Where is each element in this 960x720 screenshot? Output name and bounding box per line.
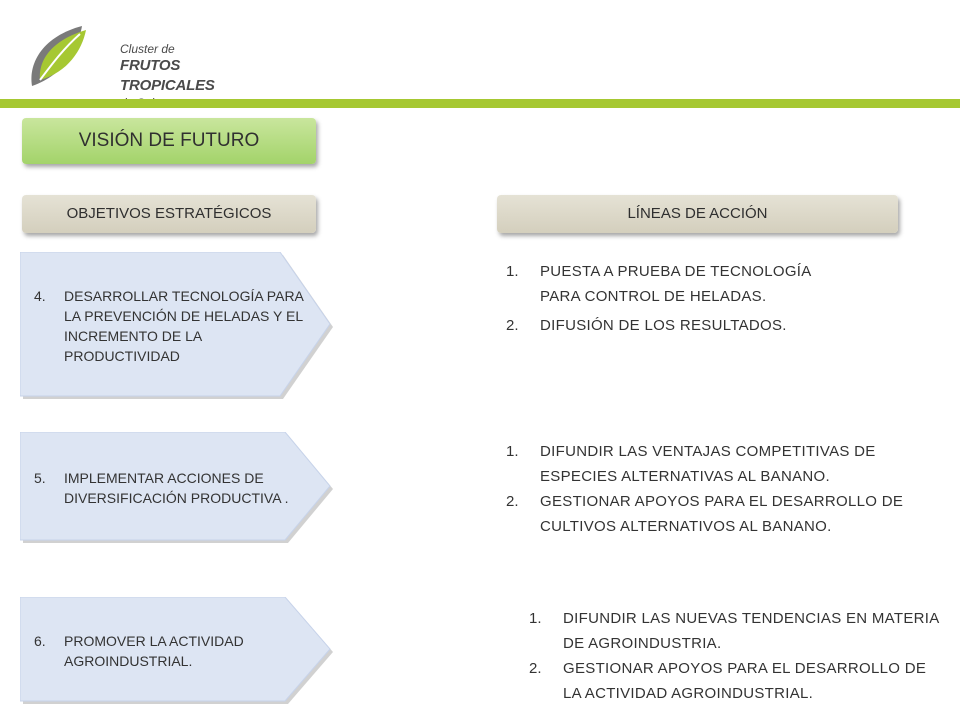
action-text: GESTIONAR APOYOS PARA EL DESARROLLO DE LA ACTIVIDAD AGROINDUSTRIAL. — [563, 660, 927, 702]
action-number: 1. — [529, 610, 542, 627]
action-number: 2. — [529, 660, 542, 677]
action-group-2 — [506, 439, 946, 539]
action-group-3 — [529, 606, 941, 706]
action-lines-header: LÍNEAS DE ACCIÓN — [497, 195, 898, 233]
logo-line-1: Cluster de — [120, 42, 175, 56]
action-item — [529, 656, 941, 706]
action-text: PUESTA A PRUEBA DE TECNOLOGÍA PARA CONTROL DE HELADAS. — [540, 263, 811, 305]
objective-arrow-6 — [20, 597, 336, 705]
action-item — [506, 313, 826, 338]
objective-number: 6. — [34, 633, 46, 649]
action-number: 1. — [506, 443, 519, 460]
cluster-logo — [22, 18, 262, 96]
action-number: 1. — [506, 263, 519, 280]
action-item — [506, 489, 946, 539]
header-accent-bar — [0, 99, 960, 108]
action-text: DIFUSIÓN DE LOS RESULTADOS. — [540, 317, 787, 334]
action-item — [506, 439, 946, 489]
leaf-logo-icon — [22, 18, 102, 96]
objectives-header: OBJETIVOS ESTRATÉGICOS — [22, 195, 316, 233]
objective-text: IMPLEMENTAR ACCIONES DE DIVERSIFICACIÓN PRODUCTIVA . — [64, 470, 289, 506]
objective-text: DESARROLLAR TECNOLOGÍA PARA LA PREVENCIÓN DE HELADAS Y EL INCREMENTO DE LA PRODUCTIVIDAD — [64, 288, 304, 364]
action-group-1 — [506, 259, 826, 338]
action-text: DIFUNDIR LAS VENTAJAS COMPETITIVAS DE ESPECIES ALTERNATIVAS AL BANANO. — [540, 443, 876, 485]
action-number: 2. — [506, 493, 519, 510]
action-number: 2. — [506, 317, 519, 334]
objective-text: PROMOVER LA ACTIVIDAD AGROINDUSTRIAL. — [64, 633, 244, 669]
objective-number: 4. — [34, 288, 46, 304]
action-item — [529, 606, 941, 656]
action-item — [506, 259, 826, 309]
action-text: DIFUNDIR LAS NUEVAS TENDENCIAS EN MATERIA DE AGROINDUSTRIA. — [563, 610, 939, 652]
objective-arrow-5 — [20, 432, 336, 544]
vision-title: VISIÓN DE FUTURO — [22, 118, 316, 164]
action-text: GESTIONAR APOYOS PARA EL DESARROLLO DE CULTIVOS ALTERNATIVOS AL BANANO. — [540, 493, 904, 535]
objective-number: 5. — [34, 470, 46, 486]
logo-line-2: FRUTOS TROPICALES — [120, 57, 215, 94]
objective-arrow-4 — [20, 252, 336, 400]
